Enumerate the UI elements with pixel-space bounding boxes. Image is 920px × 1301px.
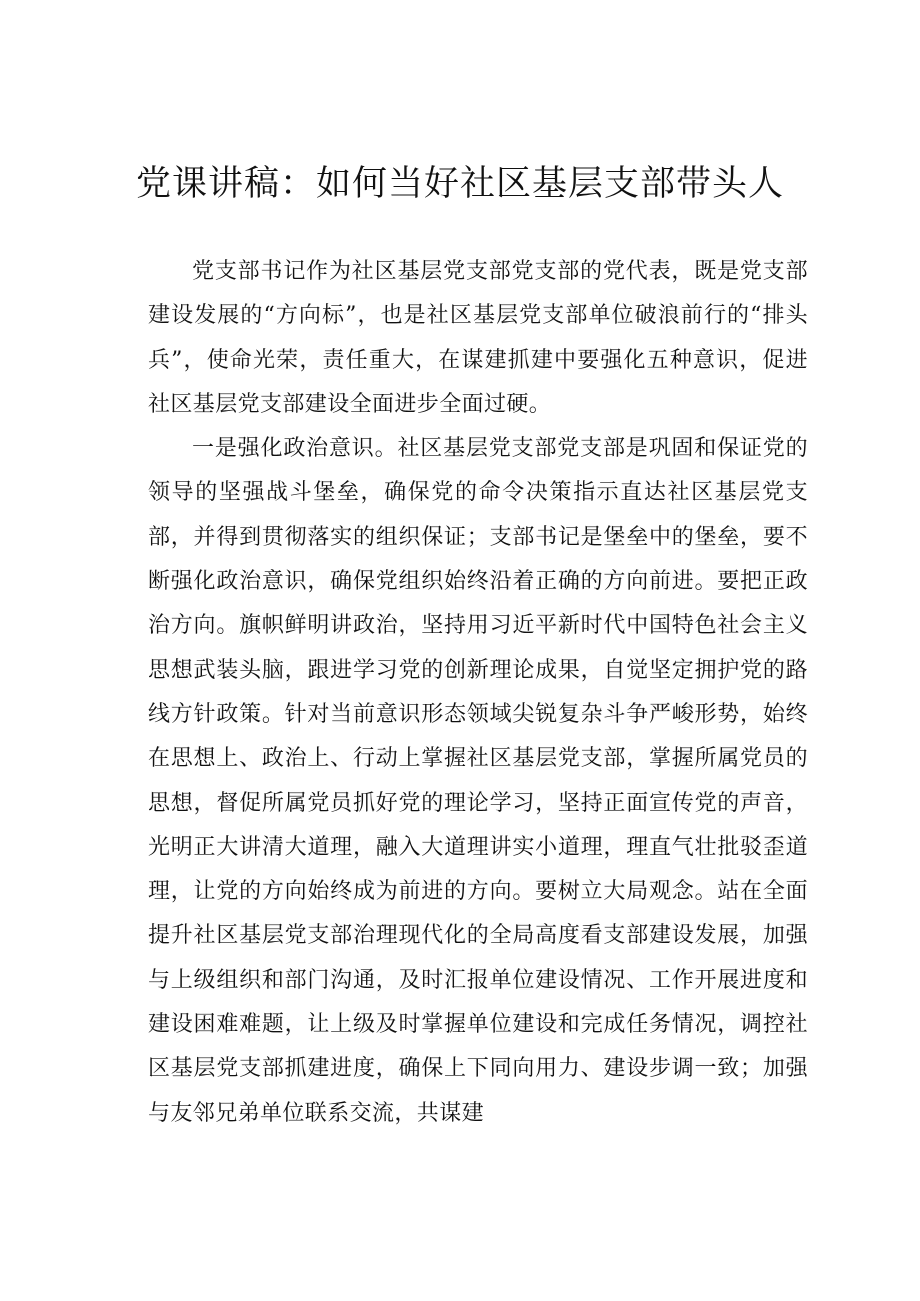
document-title: 党课讲稿：如何当好社区基层支部带头人	[135, 164, 784, 204]
document-body	[148, 250, 808, 1136]
paragraph-political-awareness: 一是强化政治意识。社区基层党支部党支部是巩固和保证党的领导的坚强战斗堡垒，确保党的命令决策指示直达社区基层党支部，并得到贯彻落实的组织保证；支部书记是堡垒中的堡垒，要不断强化政治意识，确保党组织始终沿着正确的方向前进。要把正政治方向。旗帜鲜明讲政治，坚持用习近平新时代中国特色社会主义思想武装头脑，跟进学习党的创新理论成果，自觉坚定拥护党的路线方针政策。针对当前意识形态领域尖锐复杂斗争严峻形势，始终在思想上、政治上、行动上掌握社区基层党支部，掌握所属党员的思想，督促所属党员抓好党的理论学习，坚持正面宣传党的声音，光明正大讲清大道理，融入大道理讲实小道理，理直气壮批驳歪道理，让党的方向始终成为前进的方向。要树立大局观念。站在全面提升社区基层党支部治理现代化的全局高度看支部建设发展，加强与上级组织和部门沟通，及时汇报单位建设情况、工作开展进度和建设困难难题，让上级及时掌握单位建设和完成任务情况，调控社区基层党支部抓建进度，确保上下同向用力、建设步调一致；加强与友邻兄弟单位联系交流，共谋建	[148, 436, 808, 1126]
paragraph-intro: 党支部书记作为社区基层党支部党支部的党代表，既是党支部建设发展的“方向标”，也是社区基层党支部单位破浪前行的“排头兵”，使命光荣，责任重大，在谋建抓建中要强化五种意识，促进社区基层党支部建设全面进步全面过硬。	[148, 259, 808, 417]
